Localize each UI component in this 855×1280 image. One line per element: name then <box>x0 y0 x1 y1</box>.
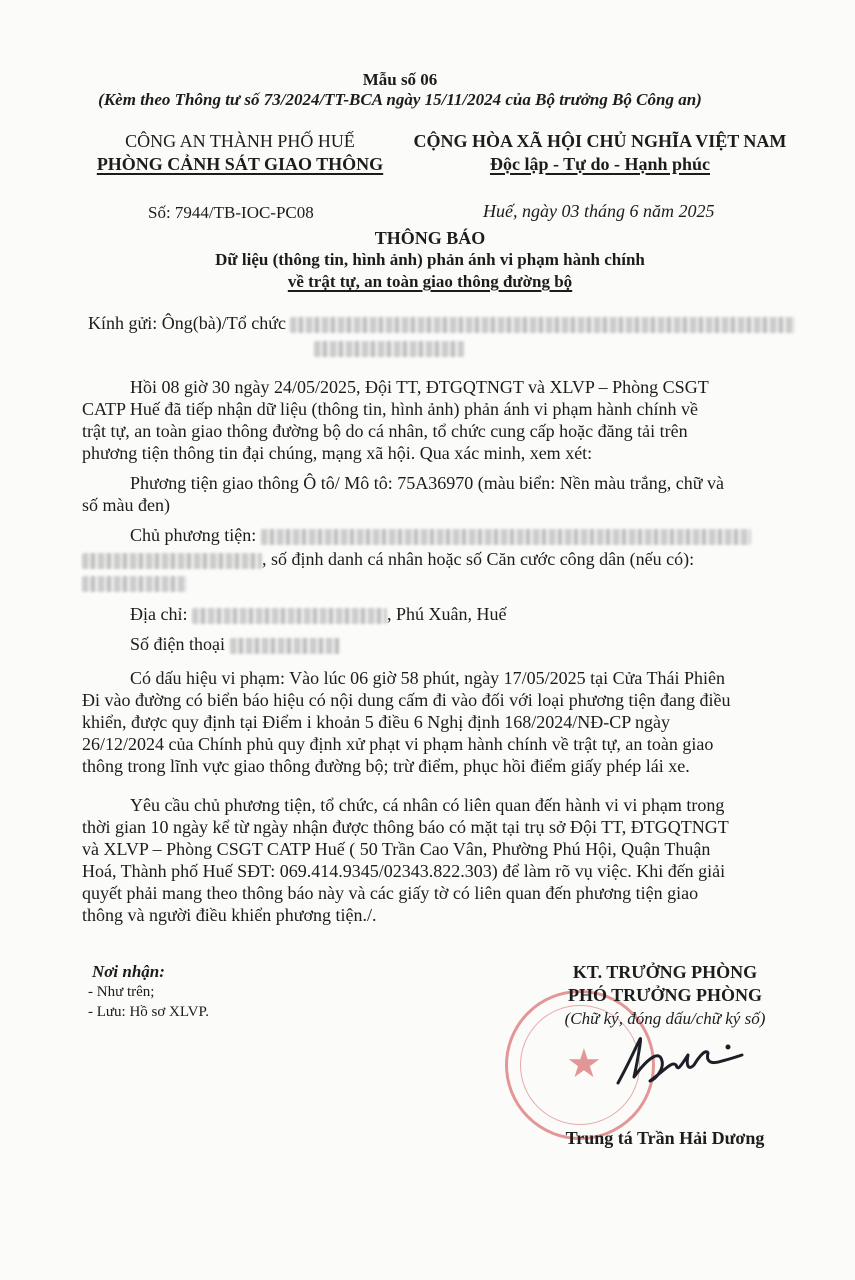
motto <box>395 154 805 175</box>
form-reference: (Kèm theo Thông tư số 73/2024/TT-BCA ngày 15/11/2024 của Bộ trưởng Bộ Công an) <box>98 90 702 109</box>
phone-line <box>130 634 340 655</box>
handwritten-signature <box>610 1025 750 1095</box>
star-icon: ★ <box>566 1041 602 1087</box>
agency-name-line1: CÔNG AN THÀNH PHỐ HUẾ <box>125 131 355 151</box>
document-title: THÔNG BÁO <box>374 228 486 248</box>
redacted-address <box>192 608 387 624</box>
address-tail: , Phú Xuân, Huế <box>386 604 507 624</box>
paragraph-vehicle: Phương tiện giao thông Ô tô/ Mô tô: 75A36970 (màu biển: Nền màu trắng, chữ và số màu đen) <box>82 473 724 515</box>
document-subtitle-2 <box>130 272 730 292</box>
recipient-line <box>88 313 795 334</box>
address-line <box>130 604 506 625</box>
address-label: Địa chỉ: <box>130 604 188 624</box>
agency-name-line2-text: PHÒNG CẢNH SÁT GIAO THÔNG <box>96 154 384 174</box>
country-name: CỘNG HÒA XÃ HỘI CHỦ NGHĨA VIỆT NAM <box>413 131 787 151</box>
recipient-label: Kính gửi: Ông(bà)/Tổ chức <box>88 313 286 333</box>
paragraph-request: Yêu cầu chủ phương tiện, tổ chức, cá nhân có liên quan đến hành vi vi phạm trong thời gian 10 ngày kể từ ngày nhận được thông báo có mặt tại trụ sở Đội TT, ĐTGQTNGT và XLVP – Phòng CSGT CATP Huế ( 50 Trần Cao Vân, Phường Phú Hội, Quận Thuận Hoá, Thành phố Huế SĐT: 069.414.9345/02343.822.303) để làm rõ vụ việc. Khi đến giải quyết phải mang theo thông báo này và các giấy tờ có liên quan đến phương tiện giao thông và người điều khiển phương tiện./. <box>82 795 729 925</box>
document-subtitle-1: Dữ liệu (thông tin, hình ảnh) phản ánh vi phạm hành chính <box>215 250 645 269</box>
agency-name-line2 <box>70 154 410 175</box>
owner-line <box>130 525 751 546</box>
redacted-recipient-name <box>290 317 795 333</box>
signatory-title-2: PHÓ TRƯỞNG PHÒNG <box>567 985 762 1005</box>
redacted-recipient-name-2 <box>314 341 464 357</box>
signer-name: Trung tá Trần Hải Dương <box>565 1128 765 1148</box>
phone-label: Số điện thoại <box>130 634 225 654</box>
recipients-title: Nơi nhận: <box>92 962 165 981</box>
owner-id-label: , số định danh cá nhân hoặc số Căn cước công dân (nếu có): <box>262 549 695 569</box>
owner-label: Chủ phương tiện: <box>130 525 257 545</box>
recipient-item: - Như trên; <box>88 984 155 1000</box>
owner-id-line <box>82 549 694 570</box>
signature-note: (Chữ ký, đóng dấu/chữ ký số) <box>564 1009 766 1028</box>
document-number: Số: 7944/TB-IOC-PC08 <box>148 203 314 222</box>
signatory-title-1: KT. TRƯỞNG PHÒNG <box>572 962 758 982</box>
redacted-owner-id <box>82 576 187 592</box>
recipient-line-2 <box>314 337 464 358</box>
paragraph-violation: Có dấu hiệu vi phạm: Vào lúc 06 giờ 58 phút, ngày 17/05/2025 tại Cửa Thái Phiên Đi vào đường có biển báo hiệu có nội dung cấm đi vào đối với loại phương tiện đang điều khiển, được quy định tại Điểm i khoản 5 điều 6 Nghị định 168/2024/NĐ-CP ngày 26/12/2024 của Chính phủ quy định xử phạt vi phạm hành chính về trật tự, an toàn giao thông trong lĩnh vực giao thông đường bộ; trừ điểm, phục hồi điểm giấy phép lái xe. <box>82 668 731 776</box>
document-subtitle-2-text: về trật tự, an toàn giao thông đường bộ <box>287 272 573 291</box>
redacted-phone <box>230 638 340 654</box>
owner-id-value <box>82 572 187 593</box>
recipient-item: - Lưu: Hồ sơ XLVP. <box>88 1004 209 1020</box>
motto-text: Độc lập - Tự do - Hạnh phúc <box>489 154 711 174</box>
form-number: Mẫu số 06 <box>362 70 438 89</box>
paragraph-received: Hồi 08 giờ 30 ngày 24/05/2025, Đội TT, ĐTGQTNGT và XLVP – Phòng CSGT CATP Huế đã tiếp nhận dữ liệu (thông tin, hình ảnh) phản ánh vi phạm hành chính về trật tự, an toàn giao thông đường bộ do cá nhân, tổ chức cung cấp hoặc đăng tải trên phương tiện thông tin đại chúng, mạng xã hội. Qua xác minh, xem xét: <box>82 377 709 463</box>
redacted-owner-name-2 <box>82 553 262 569</box>
redacted-owner-name <box>261 529 751 545</box>
place-and-date: Huế, ngày 03 tháng 6 năm 2025 <box>483 201 715 221</box>
